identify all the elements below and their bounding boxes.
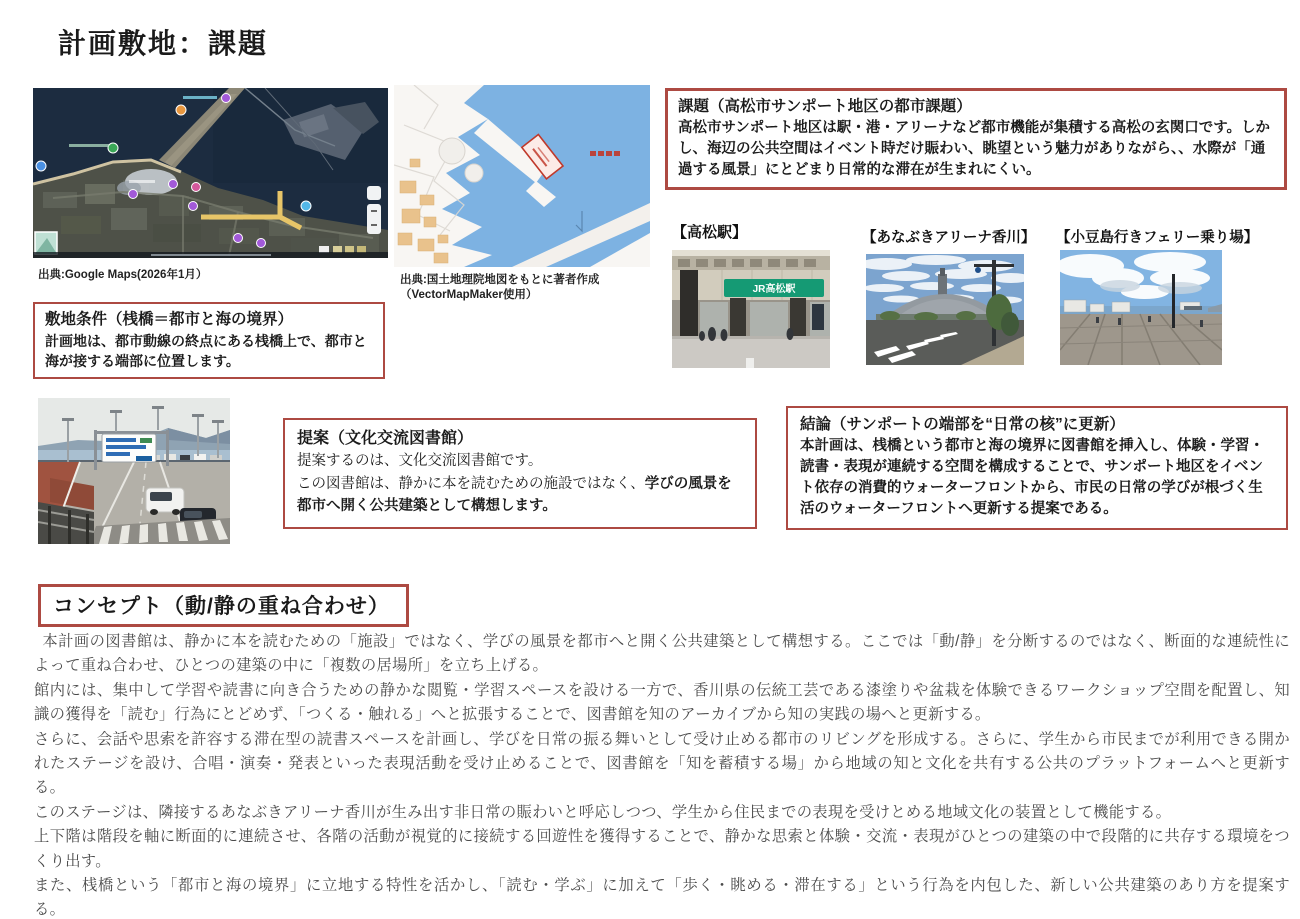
satellite-map-caption: 出典:Google Maps(2026年1月） bbox=[38, 269, 208, 281]
concept-paragraph: さらに、会話や思索を許容する滞在型の読書スペースを計画し、学びを日常の振る舞いとして受け止める都市のリビングを形成する。さらに、学生から市民までが利用できる開かれたステージを設け、合唱・演奏・発表といった表現活動を受け止めることで、図書館を「知を蓄積する場」から地域の知と文化を共有する公共のプラットフォームへと更新する。 bbox=[34, 730, 1290, 797]
page-title: 計画敷地：課題 bbox=[58, 28, 269, 59]
issue-box bbox=[665, 88, 1287, 190]
station-sign-text: JR高松駅 bbox=[752, 284, 796, 295]
satellite-map-image bbox=[33, 88, 388, 258]
arena-photo-caption: 【あなぶきアリーナ香川】 bbox=[862, 230, 1036, 246]
gsi-map-graphic bbox=[394, 85, 650, 267]
gsi-map-caption bbox=[400, 273, 650, 303]
gsi-map-image bbox=[394, 85, 650, 267]
concept-body-text bbox=[34, 630, 1290, 919]
arena-photo bbox=[866, 254, 1024, 365]
concept-paragraph: このステージは、隣接するあなぶきアリーナ香川が生み出す非日常の賑わいと呼応しつつ、学生から住民までの表現を受けとめる地域文化の装置として機能する。 bbox=[34, 803, 1172, 821]
conclusion-box bbox=[786, 406, 1288, 530]
concept-paragraph: 上下階は階段を軸に断面的に連続させ、各階の活動が視覚的に接続する回遊性を獲得することで、静かな思索と体験・交流・表現がひとつの建築の中で段階的に共存する環境をつくり出す。 bbox=[34, 828, 1290, 870]
proposal-box-line1: 提案するのは、文化交流図書館です。 bbox=[297, 453, 543, 469]
issue-box-title: 課題（高松市サンポート地区の都市課題） bbox=[678, 98, 972, 115]
proposal-line2-bold: 学びの風景を都市へ開く公共建築として構想します。 bbox=[297, 476, 732, 514]
satellite-map-graphic bbox=[33, 88, 388, 258]
ferry-terminal-photo bbox=[1060, 250, 1222, 365]
site-box-body: 計画地は、都市動線の終点にある桟橋上で、都市と海が接する端部に位置します。 bbox=[45, 333, 367, 369]
takamatsu-station-photo bbox=[672, 250, 830, 368]
site-box bbox=[33, 302, 385, 379]
concept-paragraph: 本計画の図書館は、静かに本を読むための「施設」ではなく、学びの風景を都市へと開く公共建築として構想する。ここでは「動/静」を分断するのではなく、断面的な連続性によって重ね合わせ、ひとつの建築の中に「複数の居場所」を立ち上げる。 bbox=[34, 633, 1290, 675]
conclusion-box-body: 本計画は、桟橋という都市と海の境界に図書館を挿入し、体験・学習・読書・表現が連続する空間を構成することで、サンポート地区をイベント依存の消費的ウォーターフロントから、市民の日常の学びが根づく生活のウォーターフロントへ更新する提案である。 bbox=[800, 438, 1264, 517]
station-photo-caption: 【高松駅】 bbox=[672, 224, 748, 241]
ferry-photo-caption: 【小豆島行きフェリー乗り場】 bbox=[1056, 230, 1259, 246]
site-box-title: 敷地条件（桟橋＝都市と海の境界） bbox=[45, 311, 294, 328]
pier-photo bbox=[38, 398, 230, 544]
issue-box-body: 高松市サンポート地区は駅・港・アリーナなど都市機能が集積する高松の玄関口です。しかし、海辺の公共空間はイベント時だけ賑わい、眺望という魅力がありながら、、水際が「通過する風景」にとどまり日常的な滞在が生まれにくい。 bbox=[678, 120, 1271, 178]
gsi-map-caption-line1: 出典:国土地理院地図をもとに著者作成 bbox=[400, 274, 600, 286]
conclusion-box-title: 結論（サンポートの端部を“日常の核”に更新） bbox=[800, 416, 1125, 433]
gsi-map-caption-line2: （VectorMapMaker使用） bbox=[400, 289, 538, 301]
proposal-box-line2 bbox=[297, 473, 743, 517]
proposal-box bbox=[283, 418, 757, 529]
concept-section bbox=[38, 584, 409, 627]
concept-paragraph: 館内には、集中して学習や読書に向き合うための静かな閲覧・学習スペースを設ける一方で、香川県の伝統工芸である漆塗りや盆栽を体験できるワークショップ空間を配置し、知識の獲得を「読む」行為にとどめず、「つくる・触れる」へと拡張することで、図書館を知のアーカイブから知の実践の場へと更新する。 bbox=[34, 681, 1290, 724]
concept-paragraph: また、桟橋という「都市と海の境界」に立地する特性を活かし、「読む・学ぶ」に加えて「歩く・眺める・滞在する」という行為を内包した、新しい公共建築のあり方を提案する。 bbox=[34, 877, 1290, 919]
concept-section-title: コンセプト（動/静の重ね合わせ） bbox=[38, 584, 409, 627]
proposal-box-title: 提案（文化交流図書館） bbox=[297, 430, 474, 447]
proposal-line2-normal: この図書館は、静かに本を読むための施設ではなく、 bbox=[297, 476, 645, 492]
